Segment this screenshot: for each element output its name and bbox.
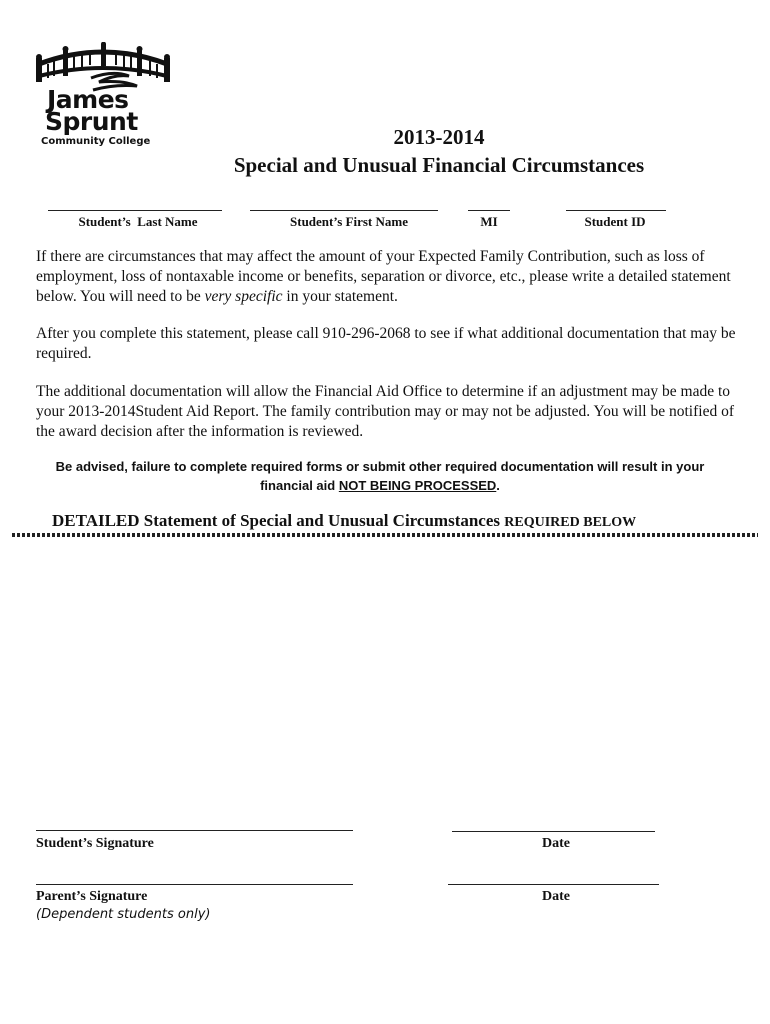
instructions-paragraph-1: [36, 247, 736, 307]
statement-text-area[interactable]: [30, 545, 740, 815]
last-name-field[interactable]: [48, 210, 222, 211]
logo-text-sprunt: Sprunt: [45, 107, 138, 136]
dependent-students-note: (Dependent students only): [36, 907, 211, 922]
instructions-text-1: If there are circumstances that may affect the amount of your Expected Family Contribution, such as loss of employment, loss of nontaxable income or benefits, separation or divorce, etc., please write a detailed statement below. You will need to be: [36, 248, 731, 305]
advisory-period: .: [496, 478, 500, 493]
first-name-field[interactable]: [250, 210, 438, 211]
parent-date-field[interactable]: [448, 884, 659, 885]
student-id-label: Student ID: [584, 214, 646, 229]
very-specific-emphasis: very specific: [204, 288, 283, 305]
instructions-paragraph-2: After you complete this statement, please call 910-296-2068 to see if what additional documentation that may be required.: [36, 325, 736, 362]
student-id-field[interactable]: [566, 210, 666, 211]
student-date-field[interactable]: [452, 831, 655, 832]
logo-text-community-college: Community College: [41, 136, 151, 147]
logo-text-james: James: [47, 85, 129, 114]
dotted-divider: [12, 533, 758, 537]
required-below-text: REQUIRED BELOW: [504, 515, 637, 530]
advisory-notice: [30, 457, 730, 495]
form-title: Special and Unusual Financial Circumstances: [233, 153, 645, 177]
last-name-label: Student’s Last Name: [78, 214, 198, 229]
first-name-label: Student’s First Name: [290, 214, 408, 229]
parent-date-label: Date: [542, 889, 570, 904]
detailed-statement-title: DETAILED Statement of Special and Unusual Circumstances: [52, 511, 501, 530]
student-date-label: Date: [542, 836, 570, 851]
form-year: 2013-2014: [393, 125, 485, 149]
parent-signature-field[interactable]: [36, 884, 353, 885]
advisory-text: Be advised, failure to complete required forms or submit other required documentation will result in your financial aid: [55, 459, 705, 493]
mi-label: MI: [480, 214, 498, 229]
student-signature-label: Student’s Signature: [36, 836, 154, 851]
parent-signature-label: Parent’s Signature: [36, 889, 148, 904]
mi-field[interactable]: [468, 210, 510, 211]
instructions-text-1-end: in your statement.: [282, 288, 398, 305]
not-being-processed-text: NOT BEING PROCESSED: [338, 478, 497, 493]
detailed-statement-heading: [52, 511, 636, 531]
instructions-paragraph-3: The additional documentation will allow the Financial Aid Office to determine if an adjustment may be made to your 2013-2014Student Aid Report. The family contribution may or may not be adjusted. You will be notified of the award decision after the information is reviewed.: [36, 383, 734, 440]
student-signature-field[interactable]: [36, 830, 353, 831]
